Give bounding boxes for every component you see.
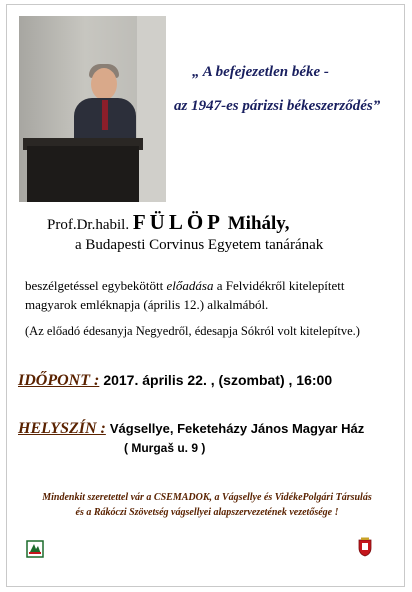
- speaker-given-name: Mihály,: [227, 213, 290, 234]
- speaker-family-note: (Az előadó édesanyja Negyedről, édesapja Sókról volt kitelepítve.): [25, 324, 360, 338]
- time-value: 2017. április 22. , (szombat) , 16:00: [103, 372, 333, 388]
- event-place: [18, 420, 364, 438]
- place-value: Vágsellye, Feketeházy János Magyar Ház: [109, 421, 365, 436]
- speaker-surname: FÜLÖP: [132, 210, 224, 234]
- rakoczi-crest-logo: [357, 537, 373, 557]
- csemadok-logo: [26, 540, 44, 558]
- speaker-name: [47, 210, 290, 235]
- invitation-line1: Mindenkit szeretettel vár a CSEMADOK, a Vágsellye és VidékePolgári Társulás: [42, 492, 372, 503]
- place-street: ( Murgaš u. 9 ): [124, 441, 206, 455]
- speaker-photo: [19, 16, 166, 202]
- description-line1: [25, 278, 345, 294]
- event-time: [18, 372, 332, 390]
- description-line2: magyarok emléknapja (április 12.) alkalmából.: [25, 297, 269, 312]
- time-label: IDŐPONT :: [18, 372, 100, 389]
- description-line1-a: beszélgetéssel egybekötött: [25, 278, 167, 293]
- lecture-title-line1: „ A befejezetlen béke -: [192, 64, 329, 80]
- description-line1-b: a Felvidékről kitelepített: [213, 278, 345, 293]
- speaker-affiliation: a Budapesti Corvinus Egyetem tanárának: [75, 237, 324, 253]
- place-label: HELYSZÍN :: [18, 420, 106, 437]
- invitation-line2: és a Rákóczi Szövetség vágsellyei alapszervezetének vezetősége !: [75, 507, 339, 518]
- speaker-prefix: Prof.Dr.habil.: [47, 217, 130, 233]
- description-line1-emphasis: előadása: [166, 278, 214, 293]
- lecture-title-line2: az 1947-es párizsi békeszerződés”: [174, 98, 381, 114]
